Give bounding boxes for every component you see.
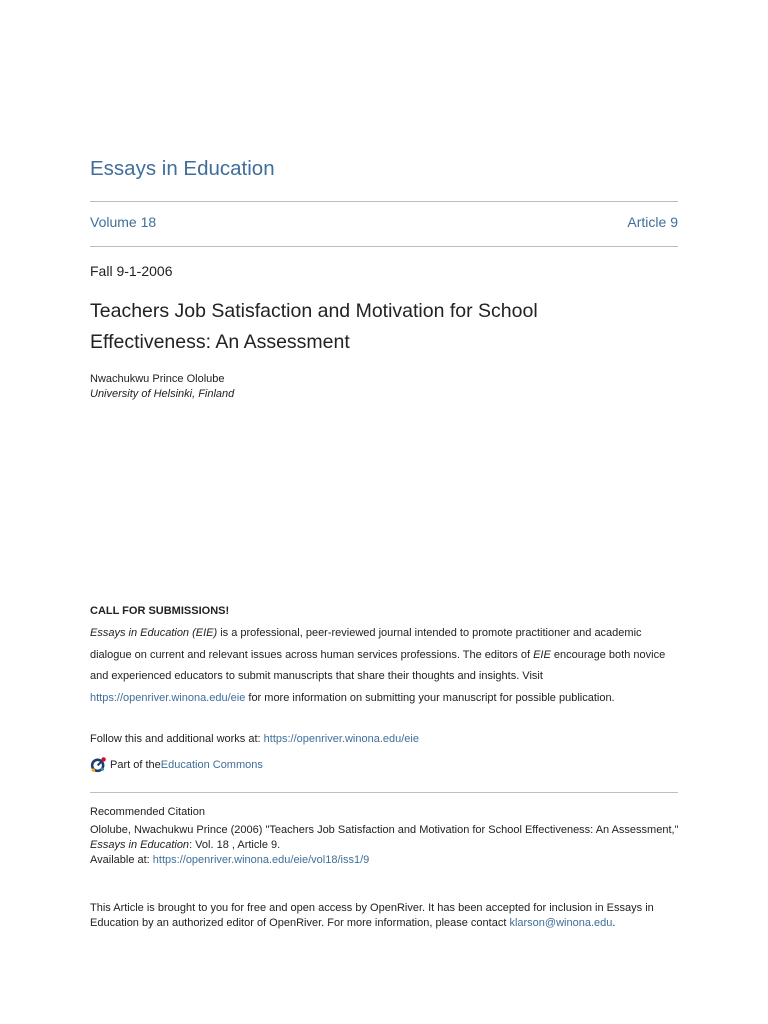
citation-divider [90,792,678,793]
header-divider-top [90,201,678,202]
footer-note [90,901,680,931]
volume-link[interactable]: Volume 18 [90,214,157,230]
cfs-text-part: encourage both novice and experienced educators to submit manuscripts that share their thoughts and insights. Visit [90,648,666,682]
author-name: Nwachukwu Prince Ololube [90,373,225,385]
education-commons-link[interactable]: Education Commons [160,758,263,771]
journal-name-italic: Essays in Education (EIE) [90,627,218,639]
article-title: Teachers Job Satisfaction and Motivation for School Effectiveness: An Assessment [90,300,538,353]
submission-link[interactable]: https://openriver.winona.edu/eie [90,691,246,704]
article-number-link[interactable]: Article 9 [627,214,678,230]
commons-icon [90,756,107,773]
citation-part: : Vol. 18 , Article 9. [189,839,281,851]
available-label: Available at: [90,854,153,866]
footer-end: . [612,917,616,929]
citation-heading: Recommended Citation [90,806,205,818]
journal-title[interactable]: Essays in Education [90,157,275,180]
part-of-label: Part of the [110,758,161,771]
author-block [90,372,234,402]
publication-date: Fall 9-1-2006 [90,263,173,279]
call-for-submissions-heading: CALL FOR SUBMISSIONS! [90,605,230,617]
citation-text [90,823,680,868]
author-affiliation: University of Helsinki, Finland [90,388,235,400]
contact-email-link[interactable]: klarson@winona.edu [509,917,613,929]
part-of-line [90,756,263,773]
cfs-text-part: for more information on submitting your manuscript for possible publication. [245,691,615,704]
call-for-submissions-text [90,623,680,709]
follow-label: Follow this and additional works at: [90,733,264,745]
citation-journal-italic: Essays in Education [90,839,190,851]
cfs-text-part: is a professional, peer-reviewed journal intended to promote practitioner and academic dialogue on current and relevant issues across human services professions. The editors of [90,627,642,661]
follow-link[interactable]: https://openriver.winona.edu/eie [263,733,419,745]
citation-url-link[interactable]: https://openriver.winona.edu/eie/vol18/iss1/9 [152,854,370,866]
citation-part: Ololube, Nwachukwu Prince (2006) "Teachers Job Satisfaction and Motivation for School Effectiveness: An Assessment," [90,824,679,836]
follow-line [90,733,419,745]
header-divider-bottom [90,246,678,247]
eie-italic: EIE [533,648,551,661]
footer-text: This Article is brought to you for free and open access by OpenRiver. It has been accepted for inclusion in Essays in Education by an authorized editor of OpenRiver. For more information, please contact [90,902,654,929]
volume-article-row [90,214,678,230]
